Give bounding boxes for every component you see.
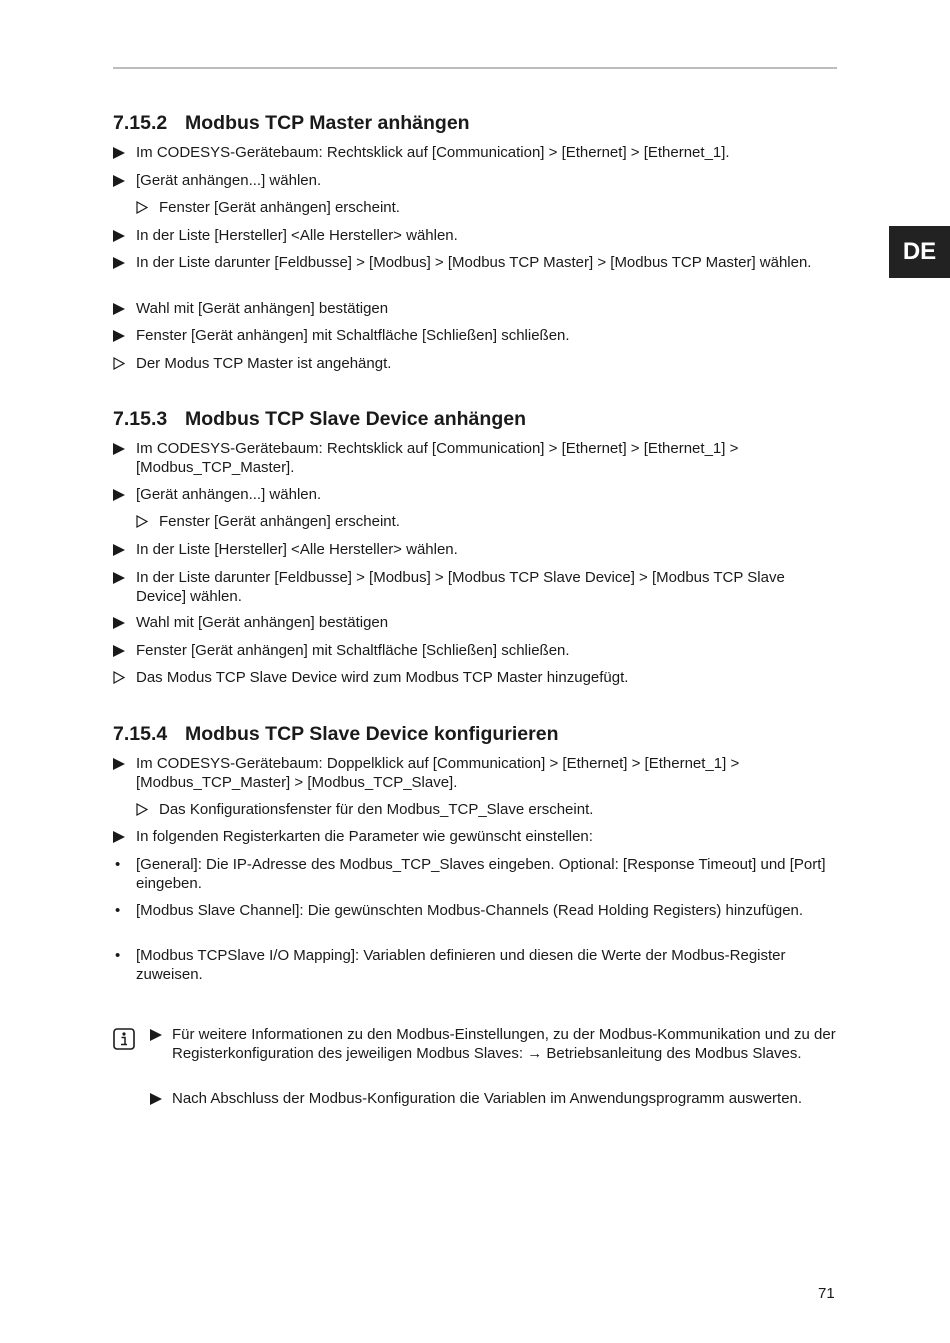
- sub-result-text: Fenster [Gerät anhängen] erscheint.: [159, 199, 400, 216]
- page-number: 71: [818, 1285, 835, 1302]
- sub-result-text: Das Konfigurationsfenster für den Modbus_TCP_Slave erscheint.: [159, 801, 594, 818]
- section-title: Modbus TCP Master anhängen: [185, 112, 470, 134]
- section-heading-7-15-2: [113, 112, 470, 135]
- step-arrow-icon: [113, 300, 133, 321]
- step-text: Wahl mit [Gerät anhängen] bestätigen: [136, 300, 389, 317]
- bullet-text: [General]: Die IP-Adresse des Modbus_TCP_Slaves eingeben. Optional: [Response Timeout] und [Port] eingeben.: [136, 856, 826, 892]
- sub-result-item: [113, 513, 837, 532]
- bullet-text: [Modbus Slave Channel]: Die gewünschten Modbus-Channels (Read Holding Registers) hinzufügen.: [136, 902, 804, 919]
- step-item: [113, 541, 837, 560]
- section-title: Modbus TCP Slave Device konfigurieren: [185, 723, 559, 745]
- step-arrow-icon: [113, 486, 133, 507]
- step-arrow-icon: [113, 755, 133, 776]
- section-number: 7.15.4: [113, 723, 168, 745]
- step-text: [Gerät anhängen...] wählen.: [136, 486, 322, 503]
- step-item: [113, 755, 837, 792]
- note-item: [150, 1026, 837, 1063]
- sub-result-text: Fenster [Gerät anhängen] erscheint.: [159, 513, 400, 530]
- result-arrow-icon: [113, 355, 133, 370]
- step-arrow-icon: [113, 614, 133, 635]
- step-arrow-icon: [113, 227, 133, 248]
- step-arrow-icon: [113, 642, 133, 663]
- step-item: [113, 144, 837, 163]
- result-arrow-icon: [136, 199, 156, 214]
- step-arrow-icon: [113, 440, 133, 461]
- step-arrow-icon: [113, 172, 133, 193]
- step-item: [113, 254, 837, 273]
- section-number: 7.15.3: [113, 408, 168, 430]
- result-arrow-icon: [136, 513, 156, 528]
- step-item: [113, 327, 837, 346]
- step-text: Wahl mit [Gerät anhängen] bestätigen: [136, 614, 389, 631]
- step-arrow-icon: [150, 1026, 162, 1047]
- sub-result-item: [113, 801, 837, 820]
- result-item: [113, 355, 837, 374]
- section-number: 7.15.2: [113, 112, 168, 134]
- step-arrow-icon: [113, 828, 133, 849]
- result-item: [113, 669, 837, 688]
- bullet-item: [113, 856, 837, 893]
- bullet-dot-icon: •: [115, 947, 121, 964]
- bullet-dot-icon: •: [115, 902, 121, 919]
- step-text: In folgenden Registerkarten die Parameter wie gewünscht einstellen:: [136, 828, 593, 845]
- bullet-item: [113, 902, 837, 921]
- sub-result-item: [113, 199, 837, 218]
- section-heading-7-15-3: [113, 408, 526, 431]
- step-text: Im CODESYS-Gerätebaum: Doppelklick auf [Communication] > [Ethernet] > [Ethernet_1] > [Modbus_TCP_Master] > [Modbus_TCP_Slave].: [136, 755, 740, 791]
- section-heading-7-15-4: [113, 723, 559, 746]
- result-arrow-icon: [136, 801, 156, 816]
- note-item: [150, 1090, 837, 1109]
- step-item: [113, 642, 837, 661]
- step-item: [113, 486, 837, 505]
- language-tab-de: [889, 226, 950, 278]
- step-text: Im CODESYS-Gerätebaum: Rechtsklick auf [Communication] > [Ethernet] > [Ethernet_1] > [Modbus_TCP_Master].: [136, 440, 739, 476]
- header-rule: [113, 67, 837, 69]
- step-item: [113, 614, 837, 633]
- step-text: In der Liste darunter [Feldbusse] > [Modbus] > [Modbus TCP Master] > [Modbus TCP Master] wählen.: [136, 254, 812, 271]
- result-arrow-icon: [113, 669, 133, 684]
- step-arrow-icon: [113, 327, 133, 348]
- step-item: [113, 440, 837, 477]
- step-text: In der Liste [Hersteller] <Alle Hersteller> wählen.: [136, 541, 458, 558]
- result-text: Das Modus TCP Slave Device wird zum Modbus TCP Master hinzugefügt.: [136, 669, 629, 686]
- step-item: [113, 227, 837, 246]
- step-arrow-icon: [113, 144, 133, 165]
- bullet-dot-icon: •: [115, 856, 121, 873]
- bullet-item: [113, 947, 837, 984]
- step-item: [113, 300, 837, 319]
- step-text: Im CODESYS-Gerätebaum: Rechtsklick auf [Communication] > [Ethernet] > [Ethernet_1].: [136, 144, 730, 161]
- note-text: Nach Abschluss der Modbus-Konfiguration die Variablen im Anwendungsprogramm auswerten.: [172, 1090, 803, 1107]
- step-arrow-icon: [150, 1090, 162, 1111]
- step-item: [113, 172, 837, 191]
- step-arrow-icon: [113, 541, 133, 562]
- step-text: In der Liste darunter [Feldbusse] > [Modbus] > [Modbus TCP Slave Device] > [Modbus TCP Slave Device] wählen.: [136, 569, 785, 605]
- step-arrow-icon: [113, 254, 133, 275]
- bullet-text: [Modbus TCPSlave I/O Mapping]: Variablen definieren und diesen die Werte der Modbus-Register zuweisen.: [136, 947, 786, 983]
- step-item: [113, 569, 837, 606]
- section-title: Modbus TCP Slave Device anhängen: [185, 408, 526, 430]
- step-item: [113, 828, 837, 847]
- step-text: [Gerät anhängen...] wählen.: [136, 172, 322, 189]
- step-text: Fenster [Gerät anhängen] mit Schaltfläche [Schließen] schließen.: [136, 642, 570, 659]
- language-tab-label: DE: [902, 238, 937, 265]
- step-text: In der Liste [Hersteller] <Alle Hersteller> wählen.: [136, 227, 458, 244]
- note-text: Für weitere Informationen zu den Modbus-Einstellungen, zu der Modbus-Kommunikation und zu der Registerkonfiguration des jeweiligen Modbus Slaves: → Betriebsanleitung des Modbus Slaves.: [172, 1026, 836, 1062]
- info-icon: [113, 1028, 135, 1050]
- step-arrow-icon: [113, 569, 133, 590]
- step-text: Fenster [Gerät anhängen] mit Schaltfläche [Schließen] schließen.: [136, 327, 570, 344]
- result-text: Der Modus TCP Master ist angehängt.: [136, 355, 392, 372]
